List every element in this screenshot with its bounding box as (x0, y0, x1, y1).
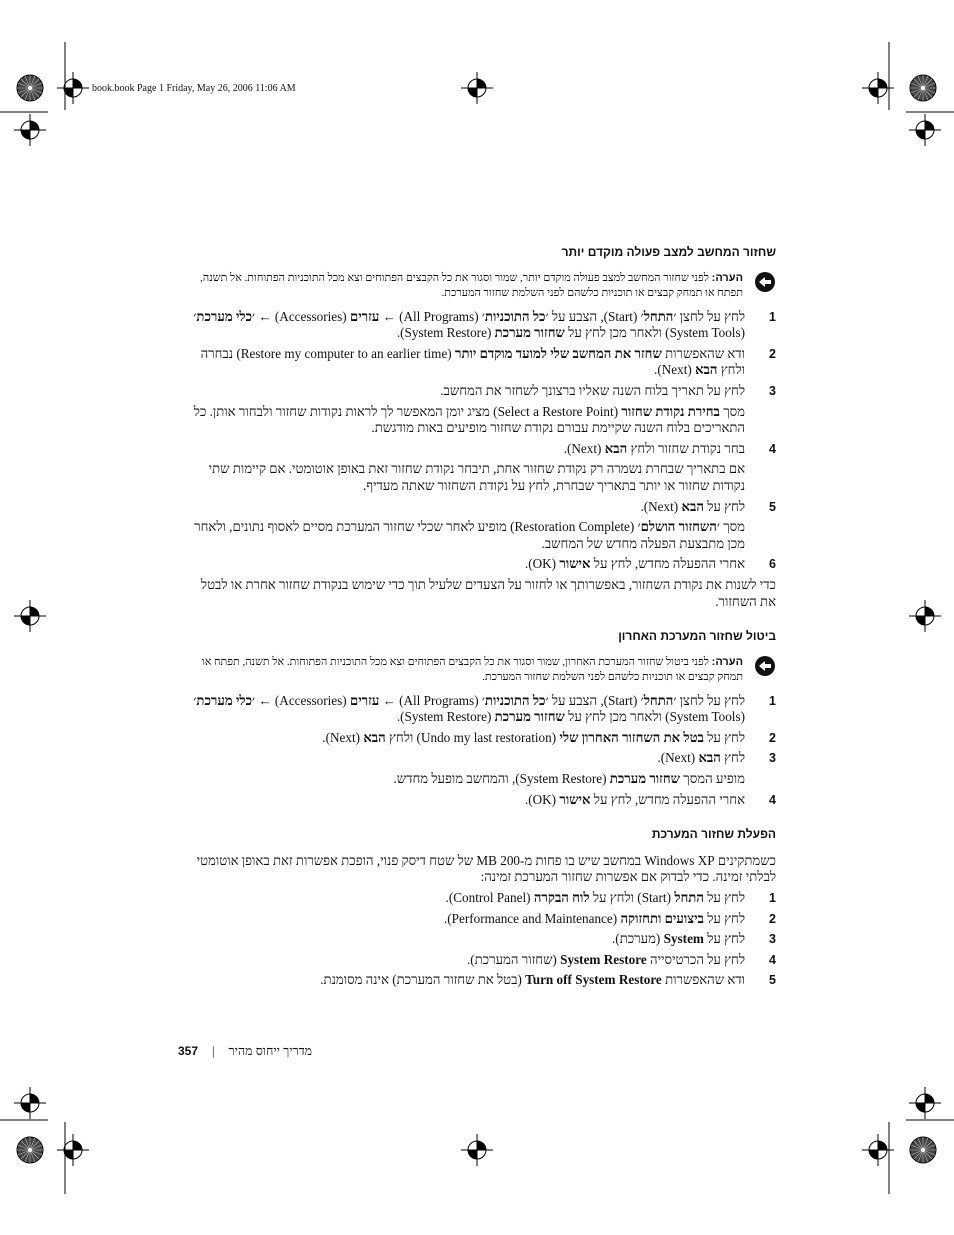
step-number: 3 (769, 932, 776, 947)
step-number: 2 (769, 730, 776, 745)
step-text: לחץ על (703, 729, 745, 745)
para-text: מסך (719, 403, 745, 419)
step-text: (Next). (654, 362, 696, 378)
s1-step-4 (190, 441, 776, 458)
s3-step-5 (190, 972, 776, 989)
step-text: (Performance and Maintenance). (443, 910, 621, 926)
step-text: (Restore my computer to an earlier time) נבחרה ולחץ (200, 345, 745, 378)
s1-closing-text: כדי לשנות את נקודת השחזור, באפשרותך או לחזור על הצעדים שלעיל תוך כדי שימוש בנקודת שחזור אחרת או לבטל את השחזור. (200, 576, 776, 609)
step-text: (בטל את שחזור המערכת) אינה מסומנת. (320, 972, 526, 988)
step-text: לחץ (720, 750, 745, 766)
s3-step-1 (190, 890, 776, 907)
step-text: ודא שהאפשרות (661, 972, 745, 988)
step-number: 3 (769, 751, 776, 766)
step-text: אחרי ההפעלה מחדש, לחץ על (590, 556, 745, 572)
ui-term: שחזור מערכת (494, 709, 565, 725)
ui-term: ׳התחל׳ (640, 692, 677, 708)
step-text: לחץ על (703, 498, 745, 514)
ui-term: ׳כלי מערכת׳ (193, 692, 256, 708)
ui-term: הבא (698, 750, 721, 766)
ui-term: System (663, 931, 704, 947)
s1-step-3 (190, 383, 776, 400)
step-text: (Accessories) ← (255, 692, 350, 708)
step-number: 1 (769, 891, 776, 906)
section-title-undo-restore: ביטול שחזור המערכת האחרון (618, 629, 776, 644)
s2-step-4 (190, 792, 776, 809)
footer-guide-title: מדריך ייחוס מהיר (228, 1044, 313, 1058)
step-text: לחץ על לחצן (676, 308, 745, 324)
para-text: (Select a Restore Point) מציג יומן המאפשר לך לראות נקודות שחזור ולבחור אותן. כל התאריכים בלוח השנה שקיימת עבורם נקודת שחזור מופיעים באות מודגשת. (193, 403, 745, 436)
step-number: 3 (769, 383, 776, 398)
page-footer (178, 1044, 312, 1059)
step-text: (OK). (524, 556, 560, 572)
ui-term: הבא (604, 440, 628, 456)
note-undo-restore (190, 655, 776, 685)
s1-para-complete (190, 519, 776, 552)
step-text: (Undo my last restoration) ולחץ (385, 729, 560, 745)
step-text: לחץ על (703, 910, 745, 926)
print-header-stamp: book.book Page 1 Friday, May 26, 2006 11:06 AM (92, 83, 296, 94)
s1-para-select-restore (190, 404, 776, 437)
ui-term: שחזור מערכת (609, 771, 680, 787)
s1-step-1 (190, 309, 776, 342)
ui-term: ביצועים ותחזוקה (620, 910, 704, 926)
s3-step-4 (190, 952, 776, 969)
ui-term: לוח הבקרה (533, 890, 590, 906)
step-number: 6 (769, 557, 776, 572)
ui-term: בחירת נקודת שחזור (621, 403, 720, 419)
step-text: ודא שהאפשרות (661, 345, 745, 361)
ui-term: ׳השחזור הושלם׳ (637, 519, 720, 535)
s1-step-6 (190, 556, 776, 573)
step-text: אחרי ההפעלה מחדש, לחץ על (590, 791, 745, 807)
step-number: 4 (769, 792, 776, 807)
ui-term: התחל (674, 890, 704, 906)
para-text: מופיע המסך (680, 771, 745, 787)
step-text: (Next). (640, 498, 682, 514)
para-text: (Restoration Complete) מופיע לאחר שכלי שחזור המערכת מסיים לאסוף נתונים, ולאחר מכן מתבצעת הפעלה מחדש של המחשב. (194, 519, 745, 551)
ui-term: עזרים (349, 308, 380, 324)
ui-term: אישור (559, 556, 591, 572)
note-label: הערה: (711, 655, 743, 668)
ui-term: שחזר את המחשב שלי למועד מוקדם יותר (455, 345, 662, 361)
step-text: (Accessories) ← (255, 308, 350, 324)
step-text: (Start) ולחץ על (589, 890, 675, 906)
s2-step-2 (190, 730, 776, 747)
step-text: לחץ על לחצן (676, 692, 745, 708)
note-arrow-icon (754, 271, 776, 293)
step-text: (Next). (322, 729, 364, 745)
step-text: (מערכת). (612, 931, 664, 947)
ui-term: ׳התחל׳ (640, 308, 677, 324)
step-number: 1 (769, 693, 776, 708)
ui-term: ׳כלי מערכת׳ (193, 308, 256, 324)
step-text: בחר נקודת שחזור ולחץ (627, 440, 745, 456)
step-number: 2 (769, 346, 776, 361)
step-number: 1 (769, 309, 776, 324)
step-text: לחץ על הכרטיסייה (646, 951, 745, 967)
ui-term: אישור (559, 791, 591, 807)
s2-step-3 (190, 750, 776, 767)
step-text: (OK). (524, 791, 560, 807)
note-restore-earlier (190, 271, 776, 301)
ui-term: שחזור מערכת (494, 325, 565, 341)
step-text: (All Programs) ← (379, 308, 482, 324)
s2-step-1 (190, 693, 776, 726)
ui-term: System Restore (560, 951, 647, 967)
note-text: לפני שחזור המחשב למצב פעולה מוקדם יותר, שמור וסגור את כל הקבצים הפתוחים וצא מכל התוכניות הפתוחות. אל תשנה, תפתח או תמחק קבצים או תוכניות כלשהם לפני השלמת שחזור המערכת. (200, 271, 743, 299)
step-number: 4 (769, 952, 776, 967)
section-title-restore-earlier: שחזור המחשב למצב פעולה מוקדם יותר (561, 245, 776, 259)
step-text: לחץ על (703, 890, 745, 906)
step-text: (System Restore). (396, 325, 495, 341)
s1-step-5 (190, 499, 776, 516)
step-text: (Control Panel). (445, 890, 534, 906)
step-text: לחץ על תאריך בלוח השנה שאליו ברצונך לשחזר את המחשב. (440, 382, 745, 398)
step-number: 2 (769, 911, 776, 926)
section-title-enable-restore: הפעלת שחזור המערכת (651, 827, 776, 842)
ui-term: Turn off System Restore (525, 972, 662, 988)
step-text: (Next). (563, 440, 605, 456)
ui-term: עזרים (349, 692, 380, 708)
step-text: (System Tools) ולאחר מכן לחץ על (564, 709, 745, 725)
ui-term: בטל את השחזור האחרון שלי (559, 729, 704, 745)
ui-term: הבא (363, 729, 386, 745)
s3-step-3 (190, 931, 776, 948)
s2-para-restore-screen (190, 771, 776, 788)
step-text: (שחזור המערכת). (466, 951, 561, 967)
s3-step-2 (190, 911, 776, 928)
step-number: 4 (769, 441, 776, 456)
page-number: 357 (178, 1044, 199, 1058)
s1-para-single-point: אם בתאריך שבחרת נשמרה רק נקודת שחזור אחת, תיבחר נקודת שחזור זאת באופן אוטומטי. אם קיימות שתי נקודות שחזור או יותר בתאריך שבחרת, לחץ על נקודת השחזור שאתה מעדיף. (208, 461, 745, 493)
ui-term: הבא (695, 362, 718, 378)
step-text: (All Programs) ← (379, 692, 482, 708)
note-label: הערה: (711, 271, 743, 284)
note-text: לפני ביטול שחזור המערכת האחרון, שמור וסגור את כל הקבצים הפתוחים וצא מכל התוכניות הפתוחות. אל תשנה, תפתח או תמחק קבצים או תוכניות כלשהם לפני השלמת שחזור המערכת. (201, 655, 743, 683)
ui-term: ׳כל התוכניות׳ (481, 308, 549, 324)
page-content (190, 244, 776, 993)
note-arrow-icon (754, 655, 776, 677)
ui-term: ׳כל התוכניות׳ (481, 692, 549, 708)
step-number: 5 (769, 499, 776, 514)
step-text: (System Restore). (396, 709, 495, 725)
para-text: (System Restore), והמחשב מופעל מחדש. (393, 771, 610, 787)
step-text: (Start), הצבע על (548, 308, 641, 324)
step-number: 5 (769, 973, 776, 988)
footer-separator: | (212, 1044, 215, 1058)
step-text: (Start), הצבע על (548, 692, 641, 708)
step-text: לחץ על (703, 931, 745, 947)
para-text: מסך (719, 519, 745, 535)
s1-step-2 (190, 346, 776, 379)
step-text: (Next). (657, 750, 699, 766)
s3-intro: כשמתקינים Windows XP במחשב שיש בו פחות מ-200 MB של שטח דיסק פנוי, הופכת אפשרות זאת באופן אוטומטי לבלתי זמינה. כדי לבדוק אם אפשרות שחזור המערכת זמינה: (196, 852, 776, 885)
ui-term: הבא (681, 498, 704, 514)
step-text: (System Tools) ולאחר מכן לחץ על (564, 325, 745, 341)
